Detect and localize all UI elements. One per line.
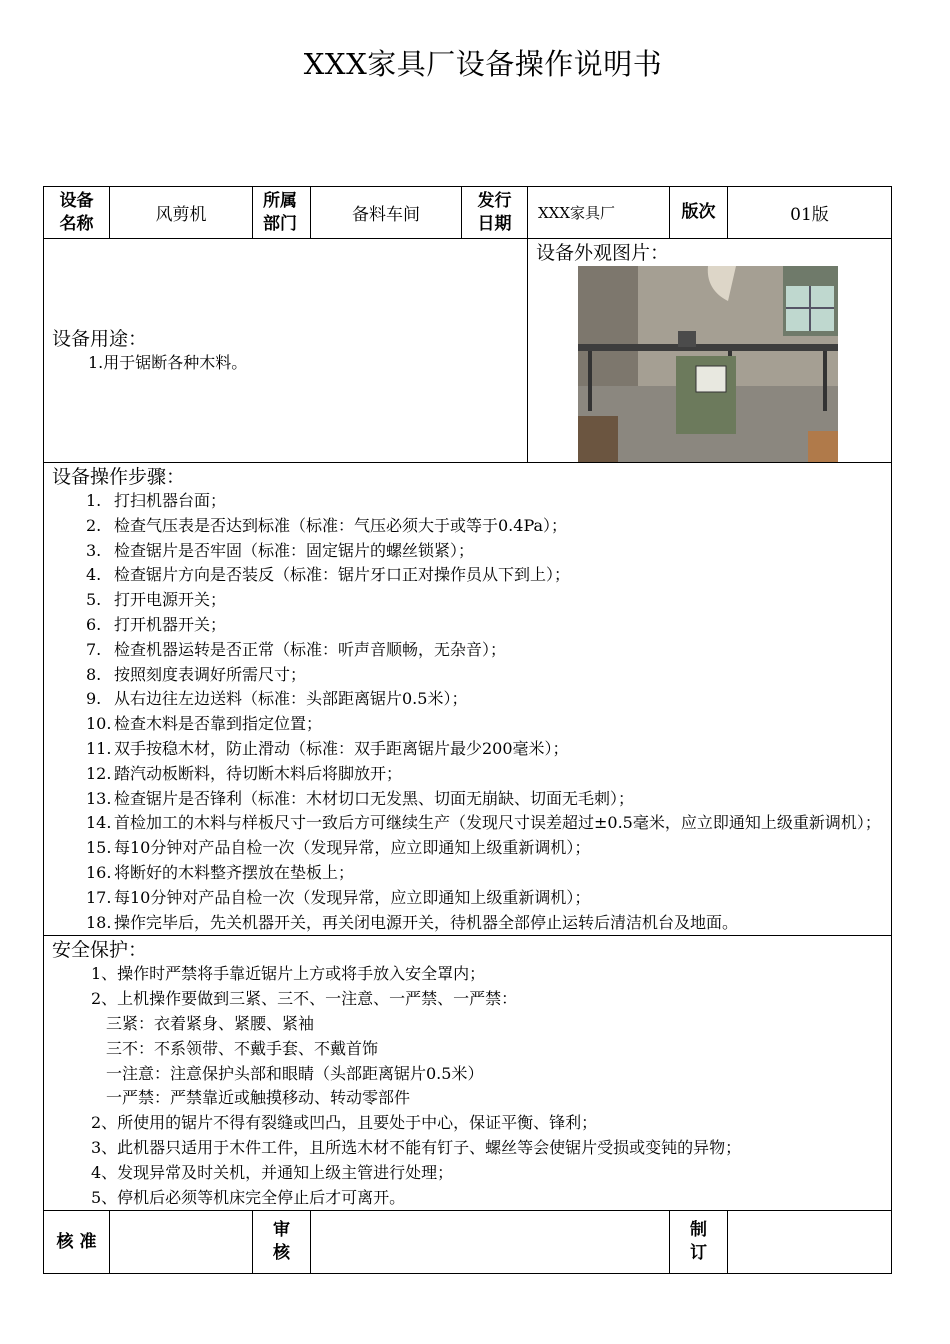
step-number: 15.: [86, 838, 112, 858]
step-text: 检查锯片是否牢固（标准：固定锯片的螺丝锁紧）；: [114, 540, 475, 560]
step-number: 2.: [86, 515, 102, 535]
step-text: 检查木料是否靠到指定位置；: [114, 714, 323, 734]
operation-step: [44, 539, 891, 564]
operation-step: [44, 787, 891, 812]
operation-title: 设备操作步骤：: [52, 466, 186, 488]
safety-line: 一严禁：严禁靠近或触摸移动、转动零部件: [106, 1088, 411, 1108]
step-text: 检查锯片方向是否装反（标准：锯片牙口正对操作员从下到上）；: [114, 565, 571, 585]
step-text: 每10分钟对产品自检一次（发现异常，应立即通知上级重新调机）；: [114, 887, 591, 907]
safety-line: 一注意：注意保护头部和眼睛（头部距离锯片0.5米）: [106, 1063, 484, 1083]
step-number: 10.: [86, 714, 112, 734]
operation-step: [44, 588, 891, 613]
photo-title: 设备外观图片：: [536, 242, 670, 264]
approve-label: 核 准: [44, 1211, 110, 1274]
department-label: 所属 部门: [253, 187, 311, 239]
document-title: XXX家具厂设备操作说明书: [303, 47, 663, 81]
operation-step: [44, 514, 891, 539]
step-number: 16.: [86, 862, 112, 882]
operation-step: [44, 638, 891, 663]
step-number: 4.: [86, 565, 102, 585]
usage-row: [44, 239, 892, 463]
operation-step: [44, 687, 891, 712]
usage-title: 设备用途：: [52, 328, 148, 351]
step-text: 检查机器运转是否正常（标准：听声音顺畅，无杂音）；: [114, 639, 507, 659]
issue-date-value: XXX家具厂: [528, 187, 670, 239]
step-number: 18.: [86, 912, 112, 932]
operation-step: [44, 663, 891, 688]
photo-cell: [528, 239, 892, 463]
issue-date-label: 发行 日期: [462, 187, 528, 239]
step-number: 17.: [86, 887, 112, 907]
step-text: 将断好的木料整齐摆放在垫板上；: [114, 862, 355, 882]
step-number: 5.: [86, 590, 102, 610]
step-text: 检查气压表是否达到标准（标准：气压必须大于或等于0.4Pa）；: [114, 515, 568, 535]
safety-line: 4、发现异常及时关机，并通知上级主管进行处理；: [91, 1162, 454, 1182]
department-value: 备料车间: [311, 187, 462, 239]
device-name-label: 设备 名称: [44, 187, 110, 239]
operation-step: [44, 836, 891, 861]
step-text: 首检加工的木料与样板尺寸一致后方可继续生产（发现尺寸误差超过±0.5毫米，应立即通知上级重新调机）；: [114, 813, 881, 833]
device-name-value: 风剪机: [110, 187, 253, 239]
safety-line: 3、此机器只适用于木件工件，且所选木材不能有钉子、螺丝等会使锯片受损或变钝的异物；: [91, 1137, 742, 1157]
step-number: 7.: [86, 639, 102, 659]
review-signature-field[interactable]: [311, 1211, 670, 1274]
safety-cell: [44, 936, 892, 1211]
operation-cell: [44, 463, 892, 936]
machine-illustration: [578, 266, 838, 462]
safety-title: 安全保护：: [52, 939, 148, 962]
operation-step: [44, 737, 891, 762]
operation-step: [44, 811, 891, 836]
usage-text: 1.用于锯断各种木料。: [88, 353, 248, 373]
operation-step: [44, 613, 891, 638]
step-text: 从右边往左边送料（标准：头部距离锯片0.5米）；: [114, 689, 468, 709]
safety-line: 2、所使用的锯片不得有裂缝或凹凸，且要处于中心，保证平衡、锋利；: [91, 1113, 598, 1133]
step-text: 踏汽动板断料，待切断木料后将脚放开；: [114, 763, 403, 783]
safety-line: 三紧：衣着紧身、紧腰、紧袖: [106, 1013, 315, 1033]
usage-cell: [44, 239, 528, 463]
version-value: 01版: [728, 187, 892, 239]
step-text: 操作完毕后，先关机器开关，再关闭电源开关，待机器全部停止运转后清洁机台及地面。: [114, 912, 739, 932]
safety-lines: [44, 962, 891, 1210]
operation-step: [44, 489, 891, 514]
operation-step: [44, 563, 891, 588]
step-text: 打开电源开关；: [114, 590, 227, 610]
safety-row: [44, 936, 892, 1211]
operation-row: [44, 463, 892, 936]
operation-step: [44, 762, 891, 787]
version-label: 版次: [670, 187, 728, 239]
operation-step: [44, 886, 891, 911]
safety-line: 2、上机操作要做到三紧、三不、一注意、一严禁、一严禁：: [91, 989, 518, 1009]
safety-line: 5、停机后必须等机床完全停止后才可离开。: [91, 1187, 406, 1207]
safety-line: 三不：不系领带、不戴手套、不戴首饰: [106, 1038, 379, 1058]
header-row: [44, 187, 892, 239]
step-number: 3.: [86, 540, 102, 560]
make-label: 制 订: [670, 1211, 728, 1274]
step-number: 6.: [86, 614, 102, 634]
step-text: 检查锯片是否锋利（标准：木材切口无发黑、切面无崩缺、切面无毛刺）；: [114, 788, 635, 808]
step-number: 12.: [86, 763, 112, 783]
step-text: 按照刻度表调好所需尺寸；: [114, 664, 307, 684]
device-photo: [578, 266, 838, 462]
step-text: 双手按稳木材，防止滑动（标准：双手距离锯片最少200毫米）；: [114, 738, 569, 758]
safety-line: 1、操作时严禁将手靠近锯片上方或将手放入安全罩内；: [91, 964, 486, 984]
step-number: 8.: [86, 664, 102, 684]
approve-signature-field[interactable]: [110, 1211, 253, 1274]
operation-step: [44, 911, 891, 936]
operation-steps-list: [44, 489, 891, 935]
make-signature-field[interactable]: [728, 1211, 892, 1274]
step-number: 14.: [86, 813, 112, 833]
review-label: 审 核: [253, 1211, 311, 1274]
signature-row: [44, 1211, 892, 1274]
step-number: 11.: [86, 738, 112, 758]
step-number: 9.: [86, 689, 102, 709]
step-text: 打开机器开关；: [114, 614, 227, 634]
step-text: 每10分钟对产品自检一次（发现异常，应立即通知上级重新调机）；: [114, 838, 591, 858]
step-number: 1.: [86, 491, 102, 510]
step-text: 打扫机器台面；: [114, 491, 227, 510]
step-number: 13.: [86, 788, 112, 808]
operation-step: [44, 861, 891, 886]
operation-step: [44, 712, 891, 737]
operation-manual-table: [43, 186, 892, 1274]
